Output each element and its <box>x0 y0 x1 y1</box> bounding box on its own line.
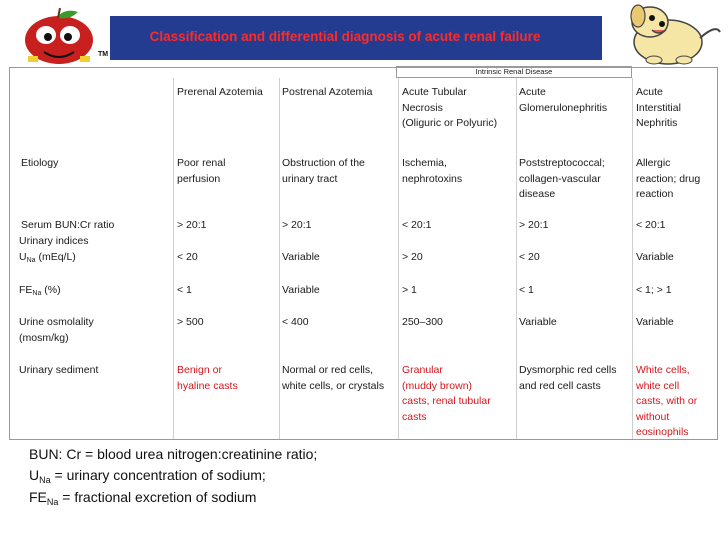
row-label-sediment: Urinary sediment <box>19 364 99 376</box>
column-divider <box>516 78 517 439</box>
column-divider <box>173 78 174 439</box>
footnote-fena: $FE_{Na}$ = fractional excretion of sodium <box>29 489 257 507</box>
bun-cr-glomerulonephritis: > 20:1 <box>519 219 549 231</box>
una-prerenal: < 20 <box>177 251 198 263</box>
bun-cr-atn: < 20:1 <box>402 219 432 231</box>
row-label-una: $U_{Na}$ (mEq/L) <box>19 251 76 264</box>
bun-cr-interstitial-nephritis: < 20:1 <box>636 219 666 231</box>
una-atn: > 20 <box>402 251 423 263</box>
fena-prerenal: < 1 <box>177 284 192 296</box>
fena-postrenal: Variable <box>282 284 320 296</box>
footnote-una: $U_{Na}$ = urinary concentration of sodium; <box>29 467 266 485</box>
column-divider <box>632 78 633 439</box>
etiology-prerenal: Poor renal perfusion <box>177 157 226 185</box>
fena-glomerulonephritis: < 1 <box>519 284 534 296</box>
sediment-prerenal: Benign or hyaline casts <box>177 364 238 392</box>
osmolality-atn: 250–300 <box>402 316 443 328</box>
sediment-glomerulonephritis: Dysmorphic red cells and red cell casts <box>519 364 617 392</box>
footnote-bun-cr: BUN: Cr = blood urea nitrogen:creatinine ratio; <box>29 446 318 462</box>
bun-cr-prerenal: > 20:1 <box>177 219 207 231</box>
title-bar <box>110 16 602 60</box>
column-divider <box>279 78 280 439</box>
row-label-urinary-indices: Urinary indices <box>19 235 89 247</box>
etiology-glomerulonephritis: Poststreptococcal; collagen-vascular disease <box>519 157 605 200</box>
sediment-postrenal: Normal or red cells, white cells, or crystals <box>282 364 385 392</box>
fena-interstitial-nephritis: < 1; > 1 <box>636 284 672 296</box>
row-label-osmolality: Urine osmolality (mosm/kg) <box>19 316 94 344</box>
fena-atn: > 1 <box>402 284 417 296</box>
osmolality-glomerulonephritis: Variable <box>519 316 557 328</box>
trademark-label: TM <box>98 51 109 58</box>
header-atn: Acute Tubular Necrosis (Oliguric or Polyuric) <box>402 86 498 129</box>
etiology-atn: Ischemia, nephrotoxins <box>402 157 463 185</box>
header-prerenal: Prerenal Azotemia <box>177 86 263 98</box>
osmolality-prerenal: > 500 <box>177 316 204 328</box>
sediment-atn: Granular (muddy brown) casts, renal tubular casts <box>402 364 491 423</box>
etiology-postrenal: Obstruction of the urinary tract <box>282 157 365 185</box>
una-interstitial-nephritis: Variable <box>636 251 674 263</box>
osmolality-interstitial-nephritis: Variable <box>636 316 674 328</box>
dog-cartoon <box>608 2 726 66</box>
una-glomerulonephritis: < 20 <box>519 251 540 263</box>
row-label-bun-cr: Serum BUN:Cr ratio <box>21 219 115 231</box>
etiology-interstitial-nephritis: Allergic reaction; drug reaction <box>636 157 701 200</box>
una-postrenal: Variable <box>282 251 320 263</box>
column-divider <box>398 78 399 439</box>
header-postrenal: Postrenal Azotemia <box>282 86 373 98</box>
page-title: Classification and differential diagnosis of acute renal failure <box>149 29 541 44</box>
intrinsic-renal-disease-label: Intrinsic Renal Disease <box>396 66 632 78</box>
osmolality-postrenal: < 400 <box>282 316 309 328</box>
apple-logo <box>6 6 110 66</box>
bun-cr-postrenal: > 20:1 <box>282 219 312 231</box>
row-label-etiology: Etiology <box>21 157 59 169</box>
header-interstitial-nephritis: Acute Interstitial Nephritis <box>636 86 681 129</box>
header-glomerulonephritis: Acute Glomerulonephritis <box>519 86 608 114</box>
row-label-fena: $FE_{Na}$ (%) <box>19 284 61 297</box>
sediment-interstitial-nephritis: White cells, white cell casts, with or without eosinophils <box>636 364 698 438</box>
